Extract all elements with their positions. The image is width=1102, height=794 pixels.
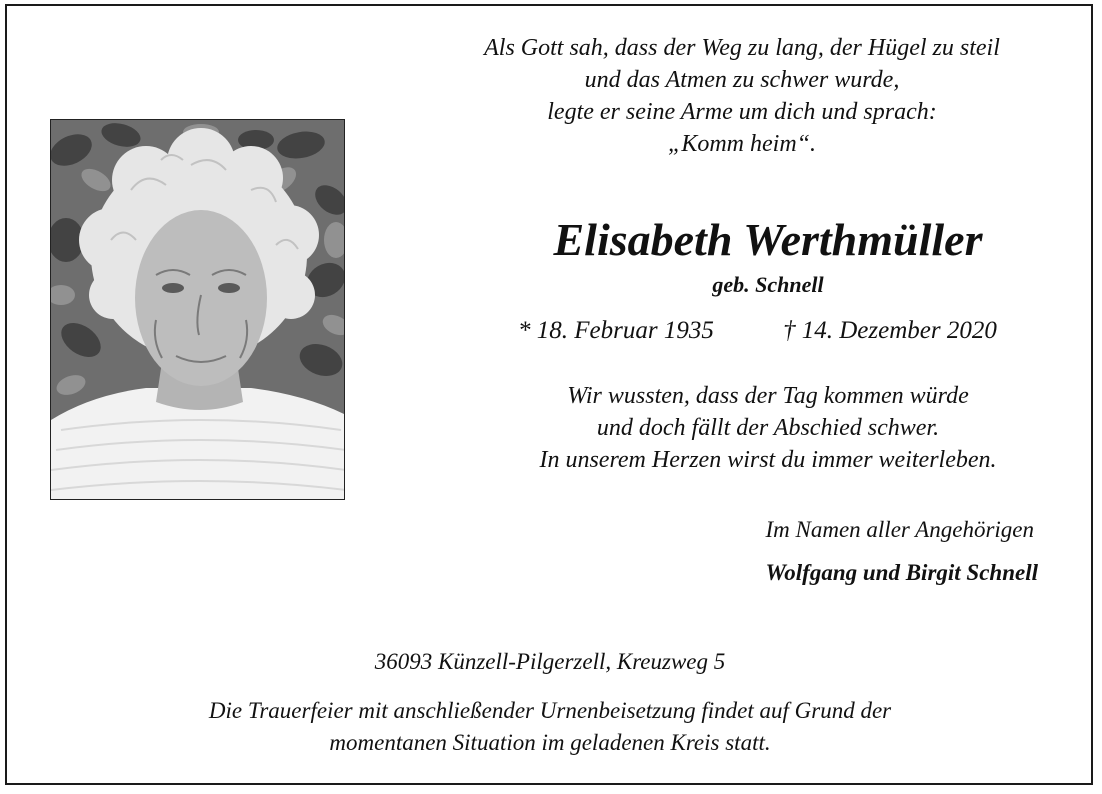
ceremony-line: momentanen Situation im geladenen Kreis statt. (329, 730, 771, 755)
ceremony-line: Die Trauerfeier mit anschließender Urnenbeisetzung findet auf Grund der (208, 698, 892, 723)
signature-intro: Im Namen aller Angehörigen (765, 517, 1034, 542)
verse-line: legte er seine Arme um dich und sprach: (547, 99, 937, 125)
deceased-name: Elisabeth Werthmüller (553, 214, 983, 265)
life-dates (518, 314, 1038, 348)
farewell-text (440, 380, 1096, 476)
verse (432, 32, 1052, 160)
ceremony-notice (60, 695, 1040, 759)
maiden-name: geb. Schnell (712, 272, 824, 297)
portrait-illustration (51, 120, 345, 500)
verse-line: „Komm heim“. (667, 131, 817, 157)
birth-date: * 18. Februar 1935 (518, 317, 714, 344)
signature-names: Wolfgang und Birgit Schnell (765, 560, 1038, 585)
death-date: † 14. Dezember 2020 (783, 317, 997, 344)
portrait-photo (50, 119, 345, 500)
farewell-line: und doch fällt der Abschied schwer. (596, 415, 940, 441)
farewell-line: In unserem Herzen wirst du immer weiterleben. (539, 447, 997, 473)
mourning-address: 36093 Künzell-Pilgerzell, Kreuzweg 5 (374, 649, 726, 674)
verse-line: Als Gott sah, dass der Weg zu lang, der Hügel zu steil (484, 35, 1000, 61)
verse-line: und das Atmen zu schwer wurde, (584, 67, 900, 93)
farewell-line: Wir wussten, dass der Tag kommen würde (567, 383, 969, 409)
